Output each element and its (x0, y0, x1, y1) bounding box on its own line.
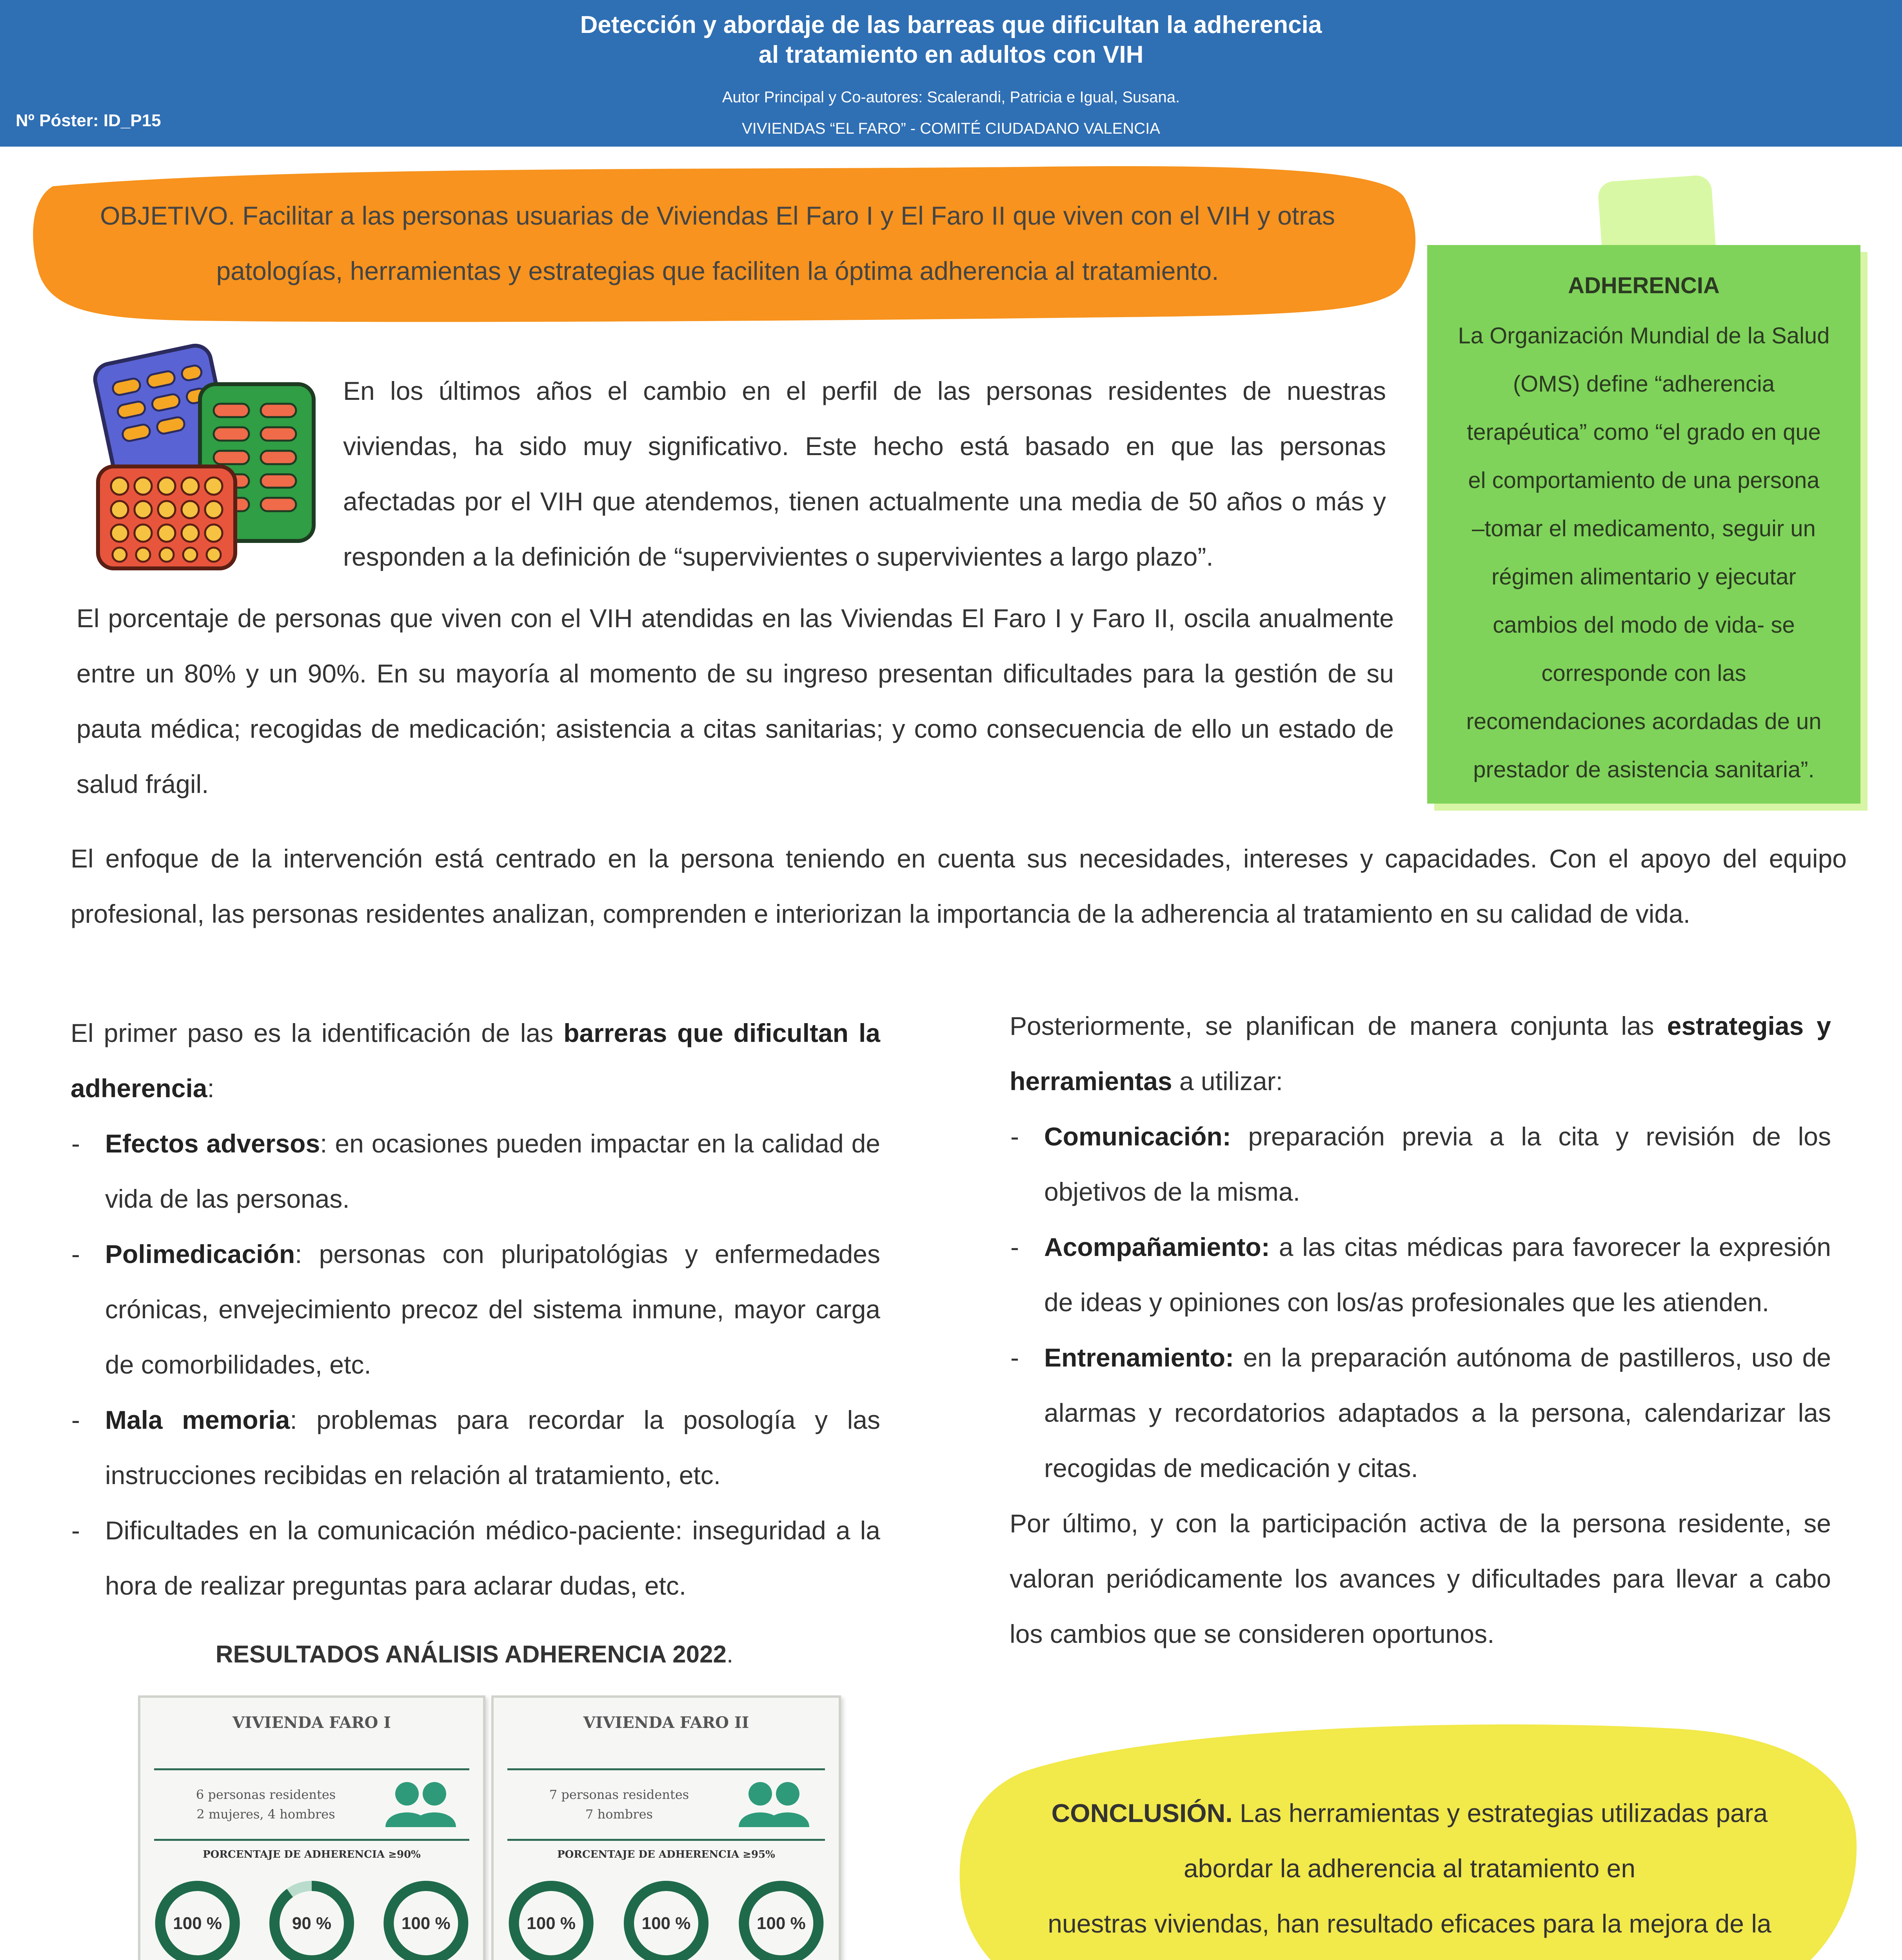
card-title: VIVIENDA FARO I (232, 1713, 391, 1732)
strategies-section (1010, 998, 1831, 1662)
intro-paragraph-3: El enfoque de la intervención está centrado en la persona teniendo en cuenta sus necesidades, intereses y capacidades. Con el apoyo del equipo profesional, las personas residentes analizan, comprenden e interiorizan la importancia de la adherencia al tratamiento en su calidad de vida. (71, 844, 1847, 928)
strategy-item: - Entrenamiento: en la preparación autónoma de pastilleros, uso de alarmas y recordatorios adaptados a la persona, calendarizar las recogidas de medicación y citas. (1010, 1330, 1831, 1496)
title-line-1: Detección y abordaje de las barreas que dificultan la adherencia (580, 11, 1322, 38)
adherence-line: recomendaciones acordadas de un (1466, 709, 1822, 734)
adherence-ring (389, 1886, 463, 1960)
conclusion-line-4 (988, 1951, 1831, 1960)
conclusion-text (988, 1786, 1831, 1960)
barrier-item: - Dificultades en la comunicación médico-paciente: inseguridad a la hora de realizar preguntas para aclarar dudas, etc. (71, 1503, 880, 1613)
adherence-rings (494, 1874, 839, 1960)
barriers-intro: El primer paso es la identificación de las barreras que dificultan la adherencia: (71, 1018, 880, 1103)
adherence-line: (OMS) define “adherencia (1513, 371, 1775, 397)
strategies-closing: Por último, y con la participación activa de la persona residente, se valoran periódicamente los avances y dificultades para llevar a cabo los cambios que se consideren oportunos. (1010, 1509, 1831, 1648)
card-composition: 2 mujeres, 4 hombres (196, 1807, 335, 1822)
adherence-rings (140, 1874, 483, 1960)
ring-percent-label: 100 % (527, 1914, 576, 1933)
people-group-icon (737, 1778, 811, 1829)
conclusion-line-3: nuestras viviendas, han resultado eficaces para la mejora de la (1048, 1909, 1771, 1938)
card-adherence-label: PORCENTAJE DE ADHERENCIA ≥95% (557, 1849, 775, 1860)
adherence-line: terapéutica” como “el grado en que (1467, 419, 1821, 445)
intro-paragraph-2: El porcentaje de personas que viven con el VIH atendidas en las Viviendas El Faro I y Faro II, oscila anualmente entre un 80% y un 90%. En su mayoría al momento de su ingreso presentan dificultades para la gestión de su pauta médica; recogidas de medicación; asistencia a citas sanitarias; y como consecuencia de ello un estado de salud frágil. (76, 604, 1394, 799)
poster-header (0, 0, 1902, 147)
adherence-ring (629, 1886, 703, 1960)
barriers-section (71, 1005, 880, 1613)
barrier-item: - Polimedicación: personas con pluripatológias y enfermedades crónicas, envejecimiento precoz del sistema inmune, mayor carga de comorbilidades, etc. (71, 1227, 880, 1392)
title-line-2: al tratamiento en adultos con VIH (758, 41, 1144, 68)
adherence-ring (160, 1886, 235, 1960)
ring-percent-label: 90 % (292, 1914, 332, 1933)
adherence-line: cambios del modo de vida- se (1493, 612, 1795, 638)
objective-line-2: patologías, herramientas y estrategias que faciliten la óptima adherencia al tratamiento. (216, 256, 1219, 285)
card-residents: 6 personas residentes (196, 1787, 336, 1802)
conclusion-line-2: abordar la adherencia al tratamiento en (1183, 1854, 1636, 1883)
card-residents: 7 personas residentes (549, 1787, 689, 1802)
ring-percent-label: 100 % (756, 1914, 806, 1933)
adherence-ring (514, 1886, 589, 1960)
results-card-faro-2 (491, 1695, 841, 1960)
card-divider (154, 1839, 469, 1841)
adherence-ring (744, 1886, 818, 1960)
adherence-box (1427, 245, 1860, 804)
adherence-tab (1597, 174, 1716, 257)
adherence-line: prestador de asistencia sanitaria”. (1473, 757, 1815, 782)
poster-id: Nº Póster: ID_P15 (16, 111, 161, 130)
conclusion-line-1: CONCLUSIÓN. Las herramientas y estrategias utilizadas para (1051, 1798, 1768, 1828)
intro-paragraph-1: En los últimos años el cambio en el perfil de las personas residentes de nuestras viviendas, ha sido muy significativo. Este hecho está basado en que las personas afectadas por el VIH que atendemos, tienen actualmente una media de 50 años o más y responden a la definición de “supervivientes o supervivientes a largo plazo”. (343, 376, 1386, 571)
adherence-definition (1439, 312, 1849, 794)
pill-packs-icon (88, 337, 339, 572)
ring-percent-label: 100 % (173, 1914, 222, 1933)
ring-percent-label: 100 % (401, 1914, 451, 1933)
results-title: RESULTADOS ANÁLISIS ADHERENCIA 2022. (215, 1641, 734, 1668)
card-divider (507, 1768, 825, 1770)
institution: VIVIENDAS “EL FARO” - COMITÉ CIUDADANO VALENCIA (742, 120, 1160, 137)
barrier-item: - Efectos adversos: en ocasiones pueden impactar en la calidad de vida de las personas. (71, 1116, 880, 1227)
adherence-ring (274, 1886, 349, 1960)
barrier-item: - Mala memoria: problemas para recordar la posología y las instrucciones recibidas en relación al tratamiento, etc. (71, 1392, 880, 1503)
strategies-intro: Posteriormente, se planifican de manera conjunta las estrategias y herramientas a utilizar: (1010, 1011, 1831, 1096)
adherence-title: ADHERENCIA (1568, 273, 1720, 298)
card-divider (154, 1768, 469, 1770)
card-divider (507, 1839, 825, 1841)
adherence-line: La Organización Mundial de la Salud (1458, 323, 1830, 348)
card-title: VIVIENDA FARO II (583, 1713, 749, 1732)
people-group-icon (383, 1778, 458, 1829)
ring-percent-label: 100 % (641, 1914, 691, 1933)
adherence-line: el comportamiento de una persona (1468, 468, 1820, 493)
strategy-item: - Acompañamiento: a las citas médicas para favorecer la expresión de ideas y opiniones con los/as profesionales que les atienden. (1010, 1220, 1831, 1330)
strategy-item: - Comunicación: preparación previa a la cita y revisión de los objetivos de la misma. (1010, 1109, 1831, 1220)
adherence-line: –tomar el medicamento, seguir un (1472, 516, 1816, 541)
adherence-line: corresponde con las (1541, 661, 1746, 686)
card-adherence-label: PORCENTAJE DE ADHERENCIA ≥90% (203, 1849, 421, 1860)
objective-line-1: OBJETIVO. Facilitar a las personas usuarias de Viviendas El Faro I y El Faro II que viven con el VIH y otras (100, 201, 1335, 230)
card-composition: 7 hombres (585, 1807, 653, 1822)
authors: Autor Principal y Co-autores: Scalerandi, Patricia e Igual, Susana. (722, 89, 1180, 106)
adherence-line: régimen alimentario y ejecutar (1491, 564, 1796, 590)
results-card-faro-1 (138, 1695, 485, 1960)
